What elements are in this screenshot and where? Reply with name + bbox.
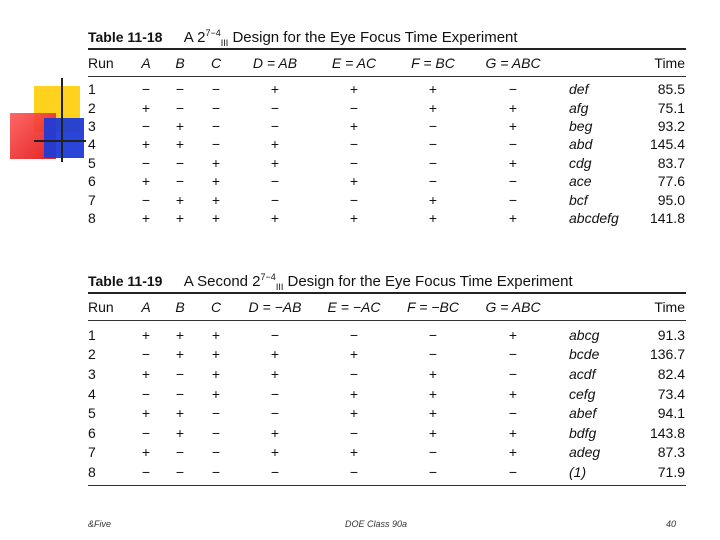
cell-d: − — [270, 99, 280, 116]
cell-run: 7 — [88, 444, 96, 461]
table-bottom-rule — [88, 485, 686, 486]
cell-b: + — [175, 209, 185, 226]
table-row — [88, 384, 686, 404]
cell-a: + — [141, 173, 151, 190]
cell-run: 7 — [88, 191, 96, 208]
cell-e: + — [349, 209, 359, 226]
cell-run: 4 — [88, 136, 96, 153]
cell-time: 94.1 — [657, 405, 685, 422]
cell-e: − — [349, 191, 359, 208]
cell-run: 5 — [88, 405, 96, 422]
cell-f: + — [428, 209, 438, 226]
cell-d: + — [270, 136, 280, 153]
decorative-horizontal-line — [34, 140, 86, 142]
cell-c: + — [211, 326, 221, 343]
cell-c: − — [211, 405, 221, 422]
cell-treatment: (1) — [569, 463, 587, 480]
cell-g: + — [508, 326, 518, 343]
table-row — [88, 462, 686, 482]
header-d: D = −AB — [248, 299, 302, 315]
cell-f: + — [428, 81, 438, 98]
cell-b: − — [175, 99, 185, 116]
cell-a: + — [141, 99, 151, 116]
cell-run: 6 — [88, 173, 96, 190]
decorative-blue-square — [44, 118, 84, 158]
cell-d: + — [270, 424, 280, 441]
cell-d: − — [270, 117, 280, 134]
cell-a: + — [141, 444, 151, 461]
cell-b: + — [175, 405, 185, 422]
table-11-19 — [88, 272, 686, 486]
cell-c: − — [211, 81, 221, 98]
cell-d: + — [270, 81, 280, 98]
table-row — [88, 209, 686, 227]
cell-g: − — [508, 81, 518, 98]
cell-a: + — [141, 136, 151, 153]
cell-run: 8 — [88, 463, 96, 480]
header-c: C — [210, 299, 222, 315]
cell-a: − — [141, 191, 151, 208]
header-f: F = −BC — [407, 299, 459, 315]
cell-d: + — [270, 209, 280, 226]
cell-b: − — [175, 154, 185, 171]
table-row — [88, 364, 686, 384]
cell-e: + — [349, 117, 359, 134]
header-b: B — [175, 55, 185, 71]
cell-a: − — [141, 424, 151, 441]
header-g: G = ABC — [485, 299, 541, 315]
cell-b: − — [175, 173, 185, 190]
cell-e: + — [349, 173, 359, 190]
cell-g: + — [508, 209, 518, 226]
cell-f: − — [428, 154, 438, 171]
cell-treatment: ace — [569, 173, 592, 190]
cell-run: 1 — [88, 81, 96, 98]
header-a: A — [141, 55, 151, 71]
cell-d: − — [270, 405, 280, 422]
table-row — [88, 423, 686, 443]
header-c: C — [210, 55, 222, 71]
cell-e: − — [349, 463, 359, 480]
cell-g: + — [508, 424, 518, 441]
table-number: Table 11-19 — [88, 273, 163, 289]
cell-c: + — [211, 209, 221, 226]
page-number: 40 — [666, 519, 677, 529]
table-number: Table 11-18 — [88, 29, 163, 45]
cell-treatment: abcg — [569, 326, 600, 343]
cell-treatment: bcde — [569, 346, 600, 363]
cell-g: − — [508, 173, 518, 190]
cell-d: − — [270, 173, 280, 190]
cell-c: + — [211, 191, 221, 208]
table-row — [88, 325, 686, 345]
cell-e: + — [349, 81, 359, 98]
cell-e: + — [349, 346, 359, 363]
table-row — [88, 117, 686, 135]
cell-e: − — [349, 99, 359, 116]
cell-run: 5 — [88, 154, 96, 171]
cell-g: − — [508, 191, 518, 208]
cell-e: + — [349, 444, 359, 461]
cell-d: − — [270, 191, 280, 208]
cell-run: 2 — [88, 346, 96, 363]
cell-treatment: beg — [569, 117, 593, 134]
cell-time: 141.8 — [649, 209, 685, 226]
table-row — [88, 98, 686, 116]
header-run: Run — [88, 299, 114, 315]
cell-f: − — [428, 326, 438, 343]
cell-a: + — [141, 326, 151, 343]
cell-time: 95.0 — [657, 191, 685, 208]
table-11-18 — [88, 28, 686, 227]
cell-run: 2 — [88, 99, 96, 116]
table-row — [88, 345, 686, 365]
header-e: E = −AC — [327, 299, 381, 315]
cell-g: + — [508, 117, 518, 134]
cell-run: 1 — [88, 326, 96, 343]
decorative-vertical-line — [61, 78, 63, 162]
cell-g: + — [508, 99, 518, 116]
table-caption — [88, 28, 686, 48]
cell-f: − — [428, 136, 438, 153]
cell-c: + — [211, 173, 221, 190]
cell-treatment: def — [569, 81, 589, 98]
cell-f: + — [428, 191, 438, 208]
cell-b: + — [175, 326, 185, 343]
cell-g: + — [508, 385, 518, 402]
cell-f: + — [428, 385, 438, 402]
cell-d: − — [270, 326, 280, 343]
cell-a: + — [141, 405, 151, 422]
cell-a: − — [141, 385, 151, 402]
header-f: F = BC — [411, 55, 455, 71]
cell-f: + — [428, 405, 438, 422]
cell-b: − — [175, 81, 185, 98]
cell-treatment: acdf — [569, 365, 596, 382]
header-time: Time — [654, 55, 685, 71]
cell-run: 3 — [88, 117, 96, 134]
cell-time: 83.7 — [657, 154, 685, 171]
cell-b: + — [175, 136, 185, 153]
cell-c: + — [211, 154, 221, 171]
table-header-row — [88, 50, 686, 76]
cell-run: 6 — [88, 424, 96, 441]
cell-run: 3 — [88, 365, 96, 382]
table-row — [88, 443, 686, 463]
cell-g: − — [508, 405, 518, 422]
cell-b: − — [175, 463, 185, 480]
cell-time: 145.4 — [649, 136, 685, 153]
cell-f: + — [428, 424, 438, 441]
cell-a: − — [141, 463, 151, 480]
cell-d: + — [270, 444, 280, 461]
header-run: Run — [88, 55, 114, 71]
cell-a: + — [141, 209, 151, 226]
cell-f: − — [428, 346, 438, 363]
cell-b: + — [175, 191, 185, 208]
table-row — [88, 403, 686, 423]
cell-e: − — [349, 424, 359, 441]
cell-treatment: abd — [569, 136, 593, 153]
cell-f: + — [428, 365, 438, 382]
cell-c: − — [211, 117, 221, 134]
cell-time: 75.1 — [657, 99, 685, 116]
cell-c: − — [211, 444, 221, 461]
cell-d: + — [270, 346, 280, 363]
cell-a: − — [141, 81, 151, 98]
cell-treatment: bdfg — [569, 424, 597, 441]
table-row — [88, 154, 686, 172]
cell-b: − — [175, 365, 185, 382]
table-title: A $2^{7-4}_{III}$ Design for the Eye Focus Time Experiment — [183, 28, 518, 48]
cell-f: − — [428, 173, 438, 190]
cell-a: − — [141, 154, 151, 171]
cell-treatment: bcf — [569, 191, 588, 208]
cell-c: − — [211, 463, 221, 480]
cell-e: − — [349, 365, 359, 382]
cell-time: 71.9 — [657, 463, 685, 480]
cell-time: 73.4 — [657, 385, 685, 402]
table-row — [88, 190, 686, 208]
table-row — [88, 172, 686, 190]
cell-time: 143.8 — [649, 424, 685, 441]
cell-run: 4 — [88, 385, 96, 402]
cell-b: − — [175, 444, 185, 461]
table-body — [88, 321, 686, 482]
cell-b: + — [175, 346, 185, 363]
cell-time: 136.7 — [649, 346, 685, 363]
cell-e: − — [349, 136, 359, 153]
cell-time: 85.5 — [657, 81, 685, 98]
header-b: B — [175, 299, 185, 315]
cell-time: 77.6 — [657, 173, 685, 190]
header-time: Time — [654, 299, 685, 315]
cell-time: 93.2 — [657, 117, 685, 134]
cell-c: − — [211, 136, 221, 153]
cell-b: + — [175, 117, 185, 134]
cell-c: + — [211, 346, 221, 363]
header-d: D = AB — [252, 55, 298, 71]
cell-time: 87.3 — [657, 444, 685, 461]
cell-time: 91.3 — [657, 326, 685, 343]
footer-center-text: DOE Class 90a — [345, 519, 408, 529]
cell-d: − — [270, 385, 280, 402]
cell-treatment: abef — [569, 405, 597, 422]
cell-d: + — [270, 365, 280, 382]
cell-g: − — [508, 365, 518, 382]
cell-time: 82.4 — [657, 365, 685, 382]
table-header-row — [88, 294, 686, 320]
cell-c: + — [211, 385, 221, 402]
cell-a: + — [141, 365, 151, 382]
cell-c: − — [211, 424, 221, 441]
cell-treatment: afg — [569, 99, 589, 116]
cell-treatment: adeg — [569, 444, 601, 461]
cell-f: − — [428, 463, 438, 480]
cell-treatment: abcdefg — [569, 209, 619, 226]
cell-a: − — [141, 117, 151, 134]
header-a: A — [141, 299, 151, 315]
cell-f: + — [428, 99, 438, 116]
cell-d: + — [270, 154, 280, 171]
cell-treatment: cefg — [569, 385, 596, 402]
cell-f: − — [428, 444, 438, 461]
cell-e: + — [349, 405, 359, 422]
table-title: A Second $2^{7-4}_{III}$ Design for the Eye Focus Time Experiment — [183, 272, 573, 292]
table-row — [88, 135, 686, 153]
footer-left-text: &Five — [88, 519, 112, 529]
cell-b: + — [175, 424, 185, 441]
cell-g: − — [508, 463, 518, 480]
cell-a: − — [141, 346, 151, 363]
cell-g: − — [508, 136, 518, 153]
cell-e: + — [349, 385, 359, 402]
cell-g: + — [508, 444, 518, 461]
cell-run: 8 — [88, 209, 96, 226]
header-e: E = AC — [331, 55, 377, 71]
cell-g: − — [508, 346, 518, 363]
cell-d: − — [270, 463, 280, 480]
header-g: G = ABC — [485, 55, 541, 71]
cell-e: − — [349, 326, 359, 343]
table-body — [88, 77, 686, 227]
cell-f: − — [428, 117, 438, 134]
cell-g: + — [508, 154, 518, 171]
cell-c: + — [211, 365, 221, 382]
cell-e: − — [349, 154, 359, 171]
cell-b: − — [175, 385, 185, 402]
cell-c: − — [211, 99, 221, 116]
table-row — [88, 80, 686, 98]
table-caption — [88, 272, 686, 292]
cell-treatment: cdg — [569, 154, 592, 171]
